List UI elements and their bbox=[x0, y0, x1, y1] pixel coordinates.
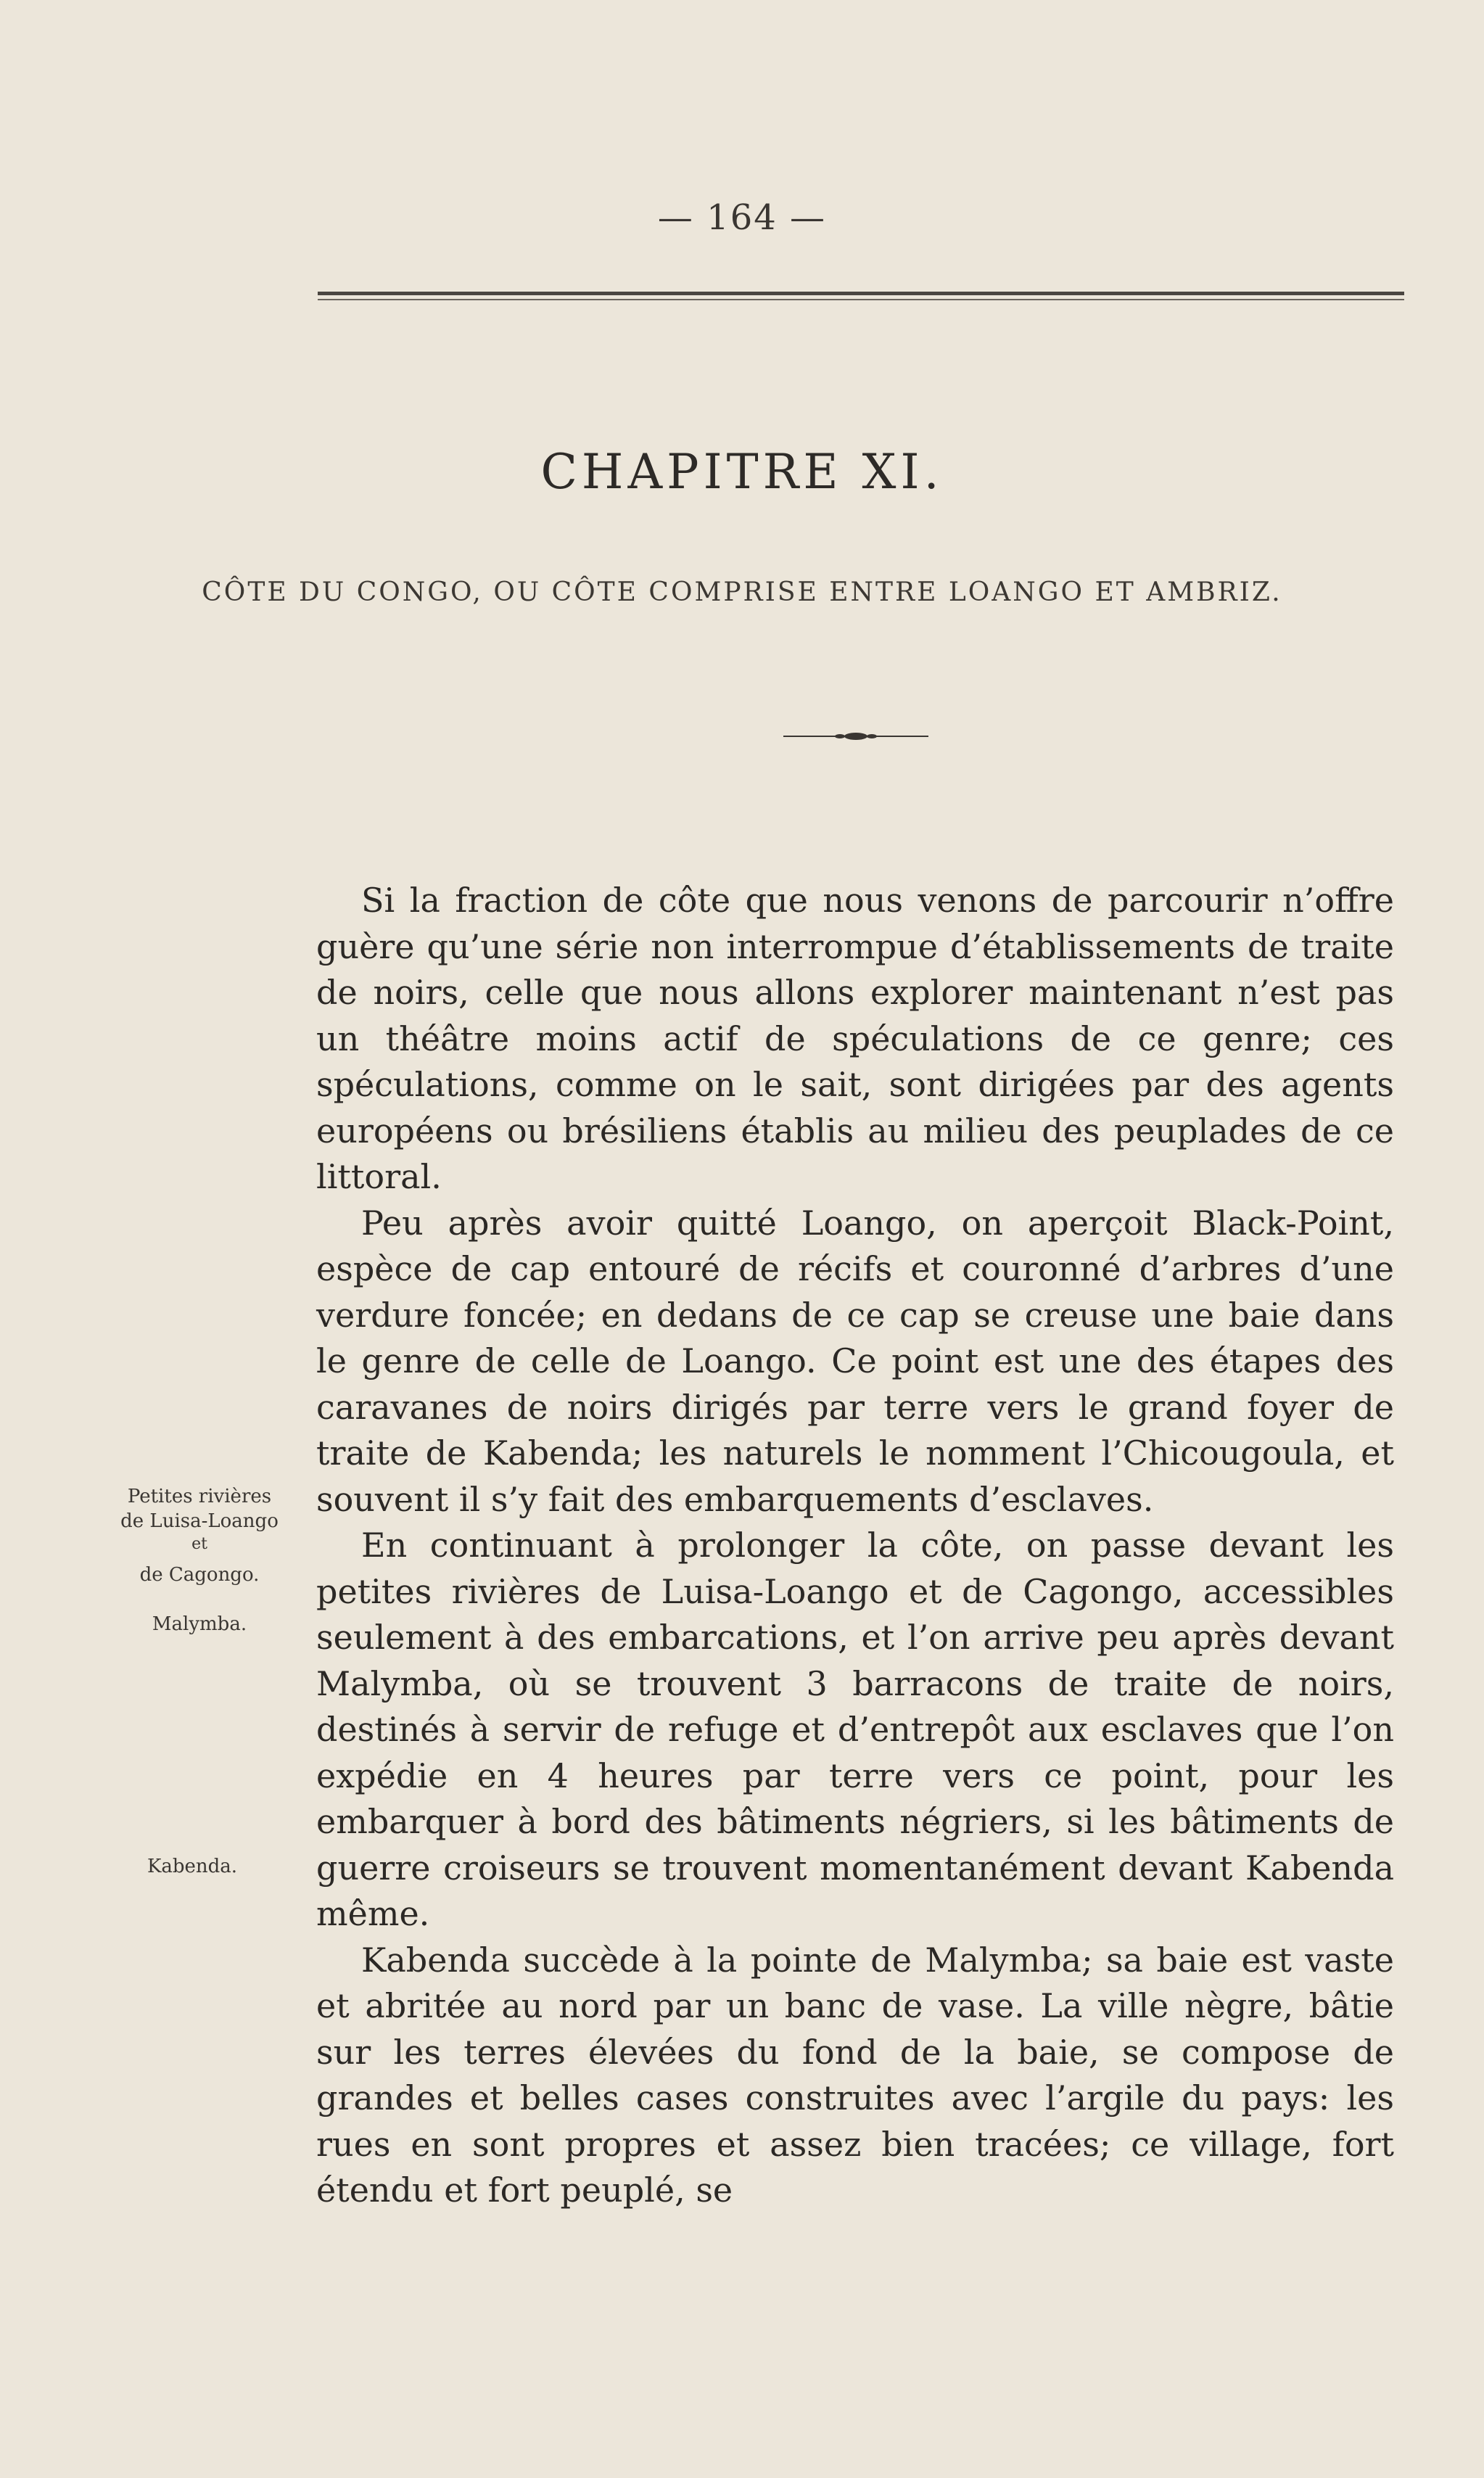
chapter-subtitle: CÔTE DU CONGO, OU CÔTE COMPRISE ENTRE LOANGO ET AMBRIZ. bbox=[202, 577, 1282, 607]
header-rule-thin bbox=[318, 299, 1404, 300]
ornament-divider-icon bbox=[783, 731, 928, 741]
margin-note-kabenda: Kabenda. bbox=[147, 1856, 238, 1877]
margin-note-cagongo: de Cagongo. bbox=[139, 1564, 260, 1586]
margin-note-luisa-loango: de Luisa-Loango bbox=[120, 1510, 279, 1532]
paragraph: Si la fraction de côte que nous venons de parcourir n’offre guère qu’une série non interrompue d’établissements de traite de noirs, celle que nous allons explorer maintenant n’est pas un théâtre moins actif de spéculations de ce genre; ces spéculations, comme on le sait, sont dirigées par des agents européens ou brésiliens établis au milieu des peuplades de ce littoral. bbox=[316, 881, 1394, 1196]
margin-note-malymba: Malymba. bbox=[152, 1613, 247, 1635]
paragraph: Kabenda succède à la pointe de Malymba; sa baie est vaste et abritée au nord par un banc de vase. La ville nègre, bâtie sur les terres élevées du fond de la baie, se compose de grandes et belles cases construites avec l’argile du pays: les rues en sont propres et assez bien tracées; ce village, fort étendu et fort peuplé, se bbox=[316, 1940, 1394, 2210]
paragraph: Peu après avoir quitté Loango, on aperçoit Black-Point, espèce de cap entouré de récifs et couronné d’arbres d’une verdure foncée; en dedans de ce cap se creuse une baie dans le genre de celle de Loango. Ce point est une des étapes des caravanes de noirs dirigés par terre vers le grand foyer de traite de Kabenda; les naturels le nomment l’Chicougoula, et souvent il s’y fait des embarquements d’esclaves. bbox=[316, 1203, 1394, 1519]
chapter-title: CHAPITRE XI. bbox=[540, 444, 944, 500]
paragraph: En continuant à prolonger la côte, on passe devant les petites rivières de Luisa-Loango et de Cagongo, accessibles seulement à des embarcations, et l’on arrive peu après devant Malymba, où se trouvent 3 barracons de traite de noirs, destinés à servir de refuge et d’entrepôt aux esclaves que l’on expédie en 4 heures par terre vers ce point, pour les embarquer à bord des bâtiments négriers, si les bâtiments de guerre croiseurs se trouvent momentanément devant Kabenda même. bbox=[316, 1526, 1394, 1933]
body-text bbox=[316, 878, 1394, 2214]
margin-note-petites-rivieres: Petites rivières bbox=[127, 1486, 272, 1507]
header-rule bbox=[318, 292, 1404, 295]
margin-note-et: et bbox=[191, 1535, 207, 1553]
page-number: — 164 — bbox=[657, 197, 827, 238]
